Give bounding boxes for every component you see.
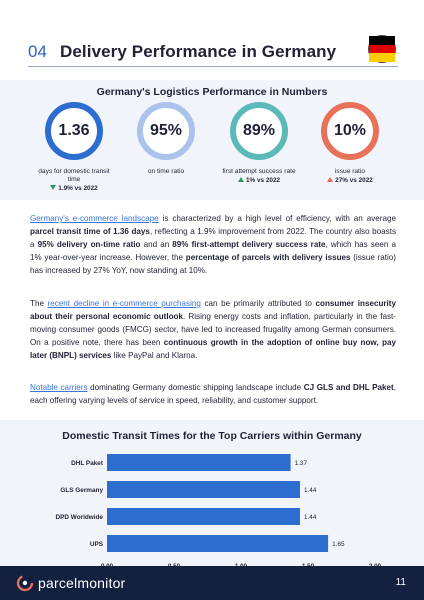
page-title: Delivery Performance in Germany (60, 42, 337, 61)
kpi-change: 1% vs 2022 (219, 177, 299, 184)
category-label: GLS Germany (60, 487, 103, 494)
kpi-ring: 95% (137, 102, 195, 160)
category-label: UPS (89, 541, 103, 548)
page-number: 11 (395, 577, 406, 588)
paragraph-performance: Germany's e-commerce landscape is characterized by a high level of efficiency, with an average parcel transit time of 1.36 days, reflecting a 1.9% improvement from 2022. The country also boasts a 95% delivery on-time ratio and an 89% first-attempt delivery success rate, which has seen a 1% year-over-year increase. However, the percentage of parcels with delivery issues (issue ratio) has increased by 27% YoY, now standing at 10%. (30, 214, 396, 275)
link-recent-decline[interactable]: recent decline in e-commerce purchasing (47, 299, 201, 308)
kpi-ring: 1.36 (45, 102, 103, 160)
germany-flag-icon (368, 35, 396, 63)
kpi-first-attempt (219, 102, 299, 184)
flag-stripe-red (369, 45, 395, 54)
footer-brand: parcelmonitor (38, 575, 126, 591)
category-label: DPD Worldwide (55, 514, 103, 521)
kpi-label: first attempt success rate (222, 168, 296, 175)
kpi-on-time-ratio (126, 102, 206, 176)
kpi-change: 1.9% vs 2022 (34, 185, 114, 192)
category-label: DHL Paket (71, 460, 103, 467)
data-label: 1.65 (332, 541, 345, 548)
paragraph-carriers: Notable carriers dominating Germany domestic shipping landscape include CJ GLS and DHL Paket, each offering varying levels of service in speed, reliability, and customer support. (30, 383, 396, 405)
bar (107, 535, 328, 552)
header-divider (28, 66, 398, 67)
trend-up-icon (238, 177, 244, 182)
chart-panel (0, 420, 424, 566)
flag-stripe-gold (369, 53, 395, 62)
paragraph-decline: The recent decline in e-commerce purchasing can be primarily attributed to consumer insecurity about their personal economic outlook. Rising energy costs and inflation, particularly in the fast-moving consumer goods (FMCG) sector, have led to increased frugality among German consumers. On a positive note, there has been continuous growth in the adoption of online buy now, pay later (BNPL) services like PayPal and Klarna. (30, 299, 396, 360)
data-label: 1.44 (303, 487, 317, 494)
kpi-transit-time (34, 102, 114, 192)
section-number: 04 (28, 42, 47, 61)
kpi-label: days for domestic transit time (38, 168, 110, 183)
page-header (28, 38, 398, 70)
flag-stripe-black (369, 36, 395, 45)
parcelmonitor-logo-icon (16, 574, 34, 592)
bar (107, 454, 291, 471)
data-label: 1.37 (294, 460, 308, 467)
chart-title: Domestic Transit Times for the Top Carriers within Germany (62, 430, 362, 442)
link-ecommerce-landscape[interactable]: Germany's e-commerce landscape (30, 214, 159, 223)
kpi-ring: 89% (230, 102, 288, 160)
kpi-label: issue ratio (334, 168, 366, 175)
trend-up-red-icon (327, 177, 333, 182)
bar (107, 481, 300, 498)
transit-time-bar-chart (0, 420, 424, 566)
kpi-panel (0, 80, 424, 200)
data-label: 1.44 (303, 514, 317, 521)
footer (0, 566, 424, 600)
kpi-issue-ratio (310, 102, 390, 184)
link-notable-carriers[interactable]: Notable carriers (30, 383, 88, 392)
bar (107, 508, 300, 525)
kpi-change: 27% vs 2022 (310, 177, 390, 184)
trend-down-icon (50, 185, 56, 190)
kpi-label: on time ratio (147, 168, 185, 175)
kpi-panel-title: Germany's Logistics Performance in Numbers (96, 86, 328, 98)
kpi-ring: 10% (321, 102, 379, 160)
